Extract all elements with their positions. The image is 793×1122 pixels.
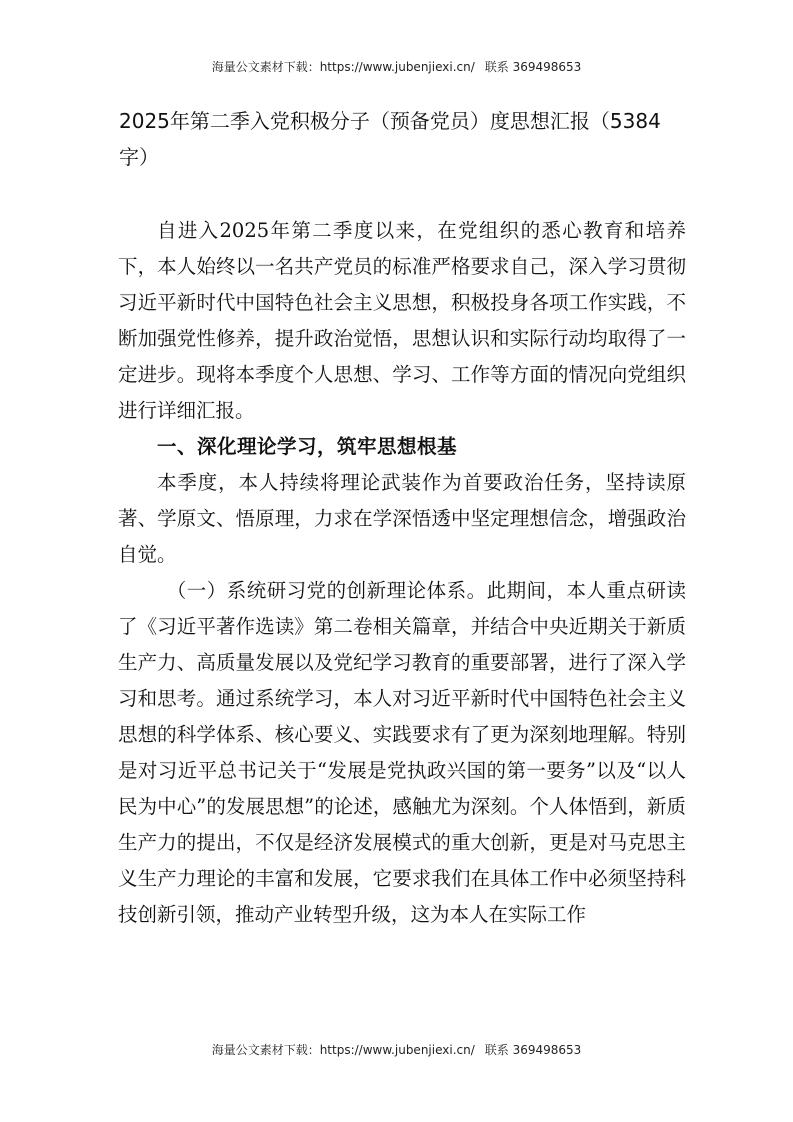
page-footer (0, 1041, 793, 1058)
header-url-link[interactable]: https://www.jubenjiexi.cn/ (319, 60, 475, 74)
intro-paragraph: 自进入2025年第二季度以来，在党组织的悉心教育和培养下，本人始终以一名共产党员的标准严格要求自己，深入学习贯彻习近平新时代中国特色社会主义思想，积极投身各项工作实践，不断加强党性修养，提升政治觉悟，思想认识和实际行动均取得了一定进步。现将本季度个人思想、学习、工作等方面的情况向党组织进行详细汇报。 (118, 219, 686, 422)
section-intro-paragraph: 本季度，本人持续将理论武装作为首要政治任务，坚持读原著、学原文、悟原理，力求在学深悟透中坚定理想信念，增强政治自觉。 (118, 471, 686, 566)
subsection-paragraph: （一）系统研习党的创新理论体系。此期间，本人重点研读了《习近平著作选读》第二卷相关篇章，并结合中央近期关于新质生产力、高质量发展以及党纪学习教育的重要部署，进行了深入学习和思考。通过系统学习，本人对习近平新时代中国特色社会主义思想的科学体系、核心要义、实践要求有了更为深刻地理解。特别是对习近平总书记关于“发展是党执政兴国的第一要务”以及“以人民为中心”的发展思想”的论述，感触尤为深刻。个人体悟到，新质生产力的提出，不仅是经济发展模式的重大创新，更是对马克思主义生产力理论的丰富和发展，它要求我们在具体工作中必须坚持科技创新引领，推动产业转型升级，这为本人在实际工作 (118, 579, 686, 926)
page-header (0, 58, 793, 75)
header-label: 海量公文素材下载： (211, 60, 320, 74)
footer-label: 海量公文素材下载： (211, 1043, 320, 1057)
section-heading: 一、深化理论学习，筑牢思想根基 (157, 435, 458, 458)
document-body (118, 213, 686, 933)
document-title: 2025年第二季入党积极分子（预备党员）度思想汇报（5384字） (119, 109, 661, 169)
footer-contact: 联系 369498653 (484, 1043, 582, 1057)
footer-url-link[interactable]: https://www.jubenjiexi.cn/ (319, 1043, 475, 1057)
header-contact: 联系 369498653 (484, 60, 582, 74)
